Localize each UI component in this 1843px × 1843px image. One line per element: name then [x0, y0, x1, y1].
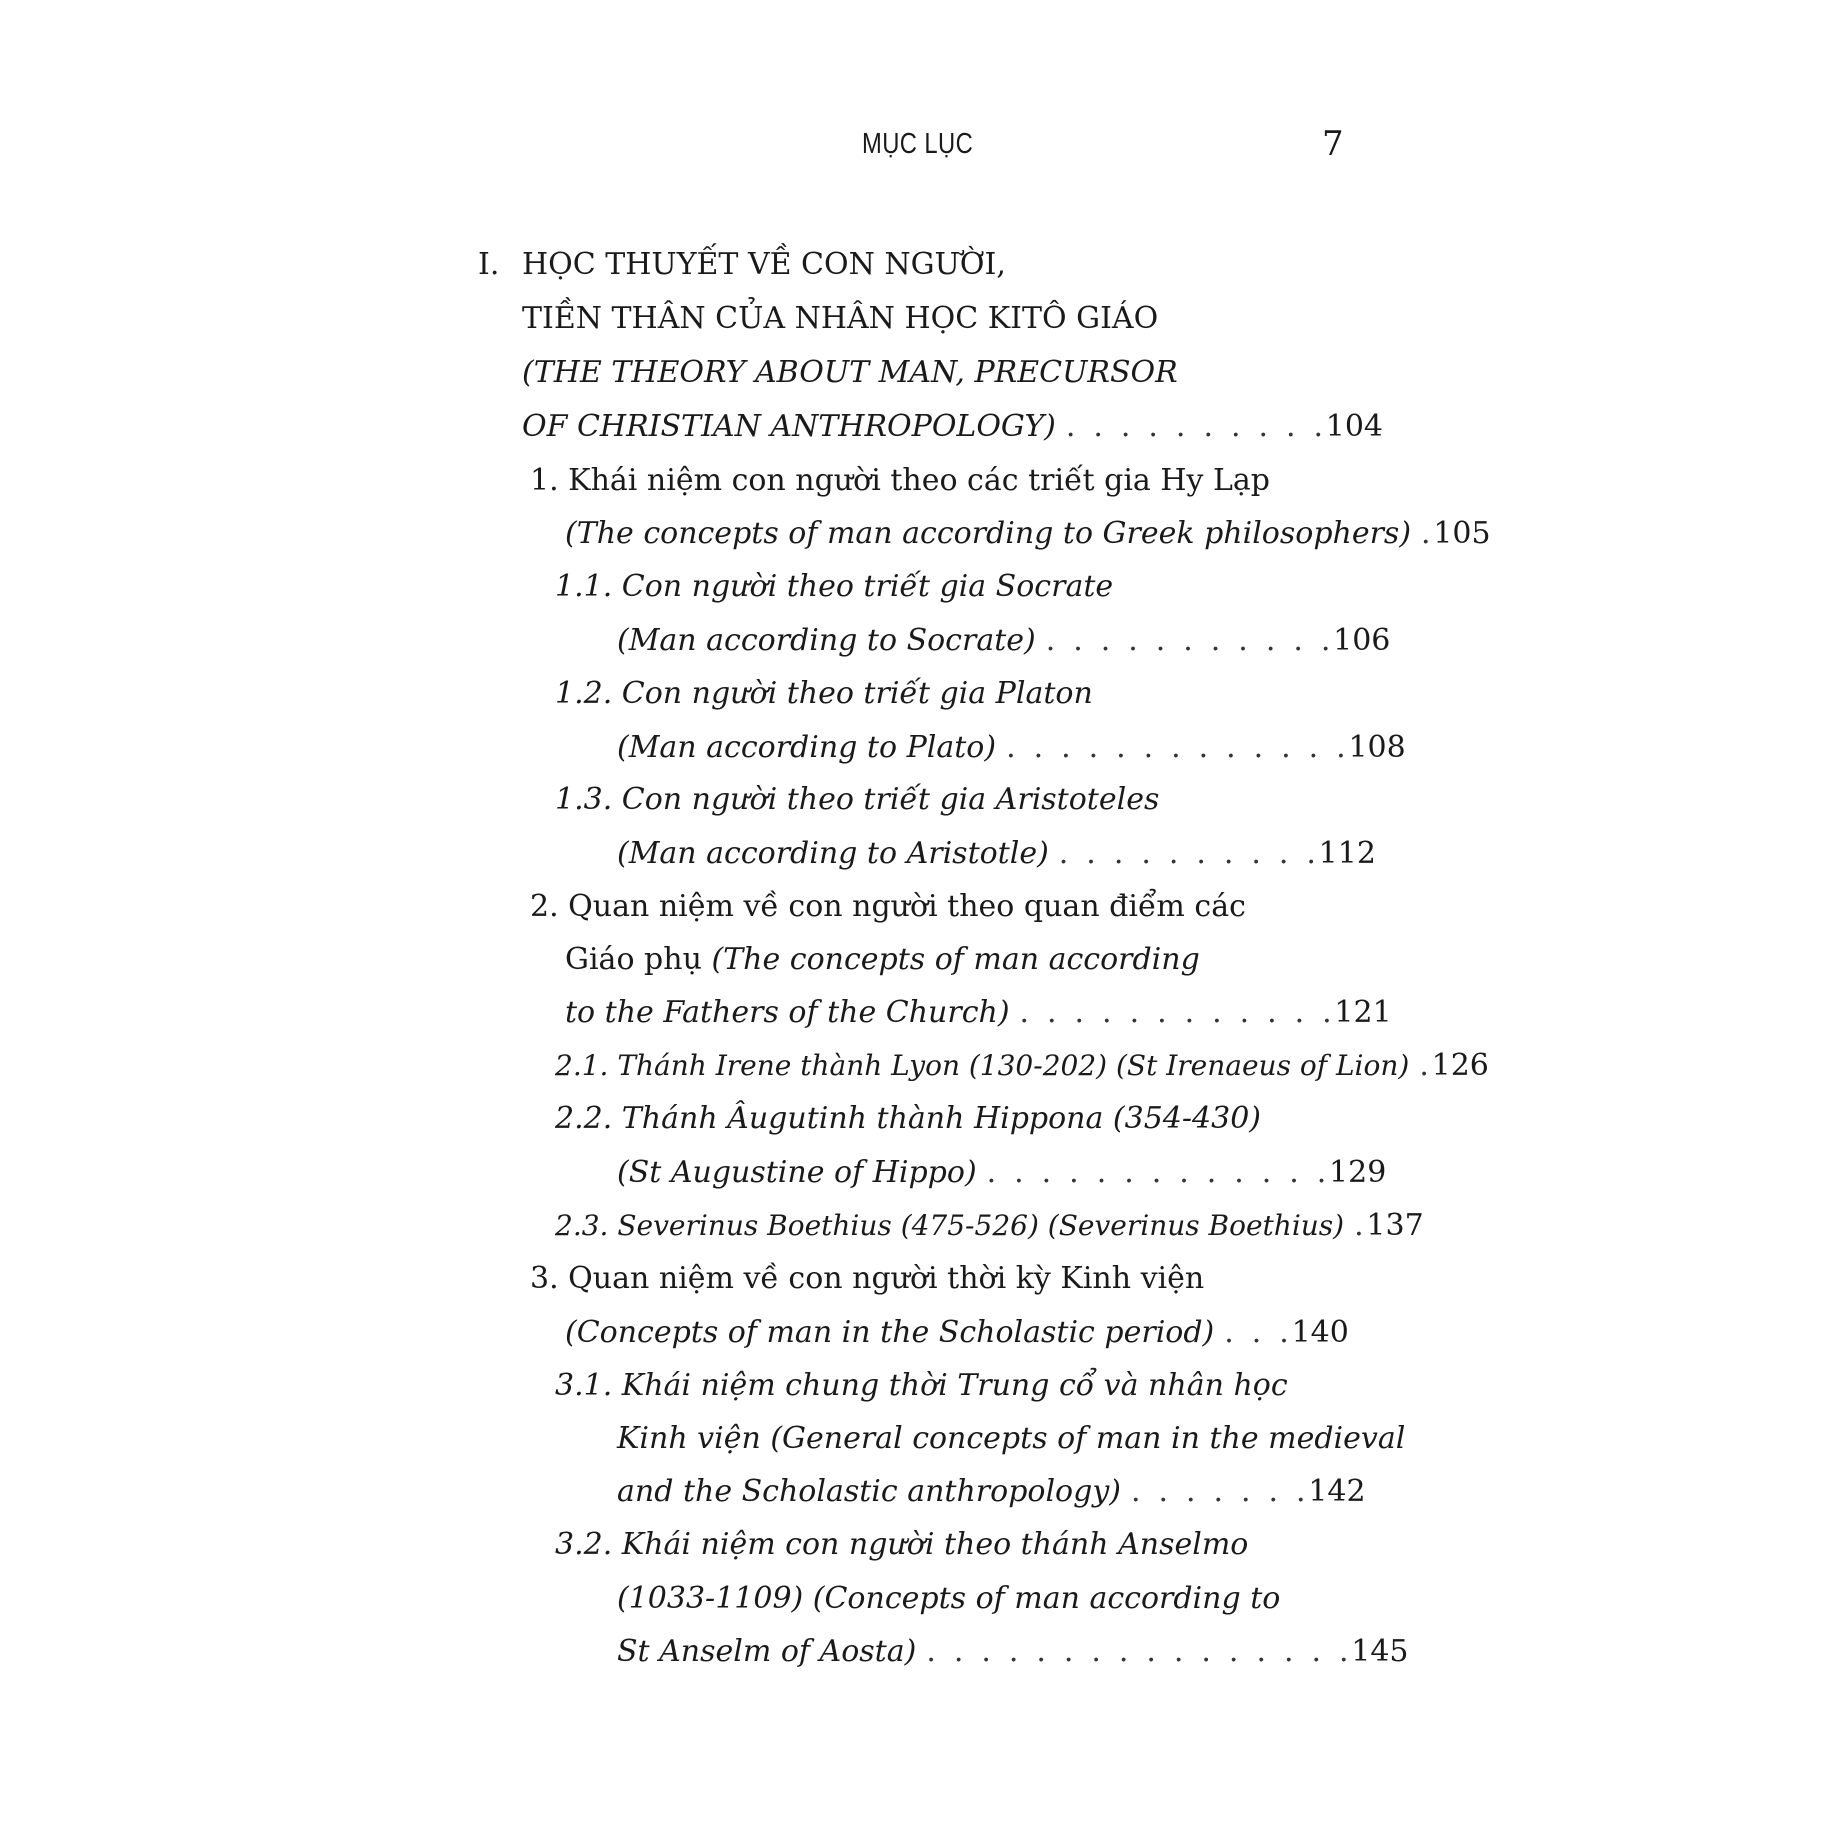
toc-line: [617, 831, 1376, 877]
toc-entry-title: 1.1. Con người theo triết gia Socrate: [555, 569, 1114, 604]
toc-line: [522, 242, 1342, 288]
toc-line: [530, 884, 1342, 930]
toc-page-ref: 145: [1351, 1634, 1409, 1669]
dot-leader: . . . . . . . . . . . . . . . .: [926, 1634, 1349, 1669]
toc-entry-title: 1.3. Con người theo triết gia Aristoteles: [555, 782, 1160, 817]
toc-entry-title-en: (The concepts of man according to Greek philosophers): [565, 516, 1412, 551]
toc-line: [617, 1150, 1387, 1196]
dot-leader: . . . . . . . . . . . . .: [986, 1155, 1327, 1190]
toc-entry-title-en: and the Scholastic anthropology): [617, 1474, 1121, 1509]
toc-line: [565, 990, 1392, 1036]
toc-line: [555, 1522, 1342, 1568]
toc-entry-title: Kinh viện (General concepts of man in the medieval: [617, 1421, 1406, 1456]
toc-page-ref: 112: [1318, 836, 1376, 871]
toc-entry-title-en: (Concepts of man in the Scholastic period): [565, 1315, 1215, 1350]
toc-entry-title-en: (Man according to Socrate): [617, 623, 1036, 658]
toc-line: [555, 671, 1342, 717]
dot-leader: . . . . . . . . . .: [1058, 836, 1316, 871]
toc-page-ref: 121: [1334, 995, 1392, 1030]
toc-entry-title: 3.2. Khái niệm con người theo thánh Anselmo: [555, 1527, 1249, 1562]
toc-page-ref: 137: [1366, 1208, 1424, 1243]
toc-entry-title: 2.2. Thánh Âugutinh thành Hippona (354-430): [555, 1101, 1261, 1136]
toc-entry-title-en: (Man according to Plato): [617, 730, 997, 765]
toc-line: [555, 1203, 1424, 1249]
dot-leader: . . . . . . . . . . . . .: [1006, 730, 1346, 765]
toc-entry-title-en: (The concepts of man according: [711, 942, 1200, 977]
dot-leader: . . . . . . .: [1130, 1474, 1306, 1509]
toc-entry-title: 1.2. Con người theo triết gia Platon: [555, 676, 1093, 711]
toc-line: [555, 1096, 1342, 1142]
section-title-en: (THE THEORY ABOUT MAN, PRECURSOR: [522, 355, 1178, 390]
toc-page-ref: 104: [1325, 409, 1384, 444]
toc-entry-title-en: St Anselm of Aosta): [617, 1634, 917, 1669]
toc-entry-title: 1. Khái niệm con người theo các triết gia Hy Lạp: [530, 463, 1270, 498]
toc-page-ref: 106: [1333, 623, 1391, 658]
toc-line: [555, 1043, 1489, 1089]
toc-line: [555, 564, 1342, 610]
toc-line: [555, 777, 1342, 823]
dot-leader: . . . . . . . . . . . .: [1019, 995, 1332, 1030]
toc-line: [522, 350, 1342, 396]
dot-leader: . . . . . . . . . .: [1065, 409, 1324, 444]
toc-page-ref: 129: [1329, 1155, 1387, 1190]
toc-line: [522, 296, 1342, 342]
toc-entry-title: Giáo phụ: [565, 942, 702, 977]
dot-leader: .: [1419, 1048, 1429, 1083]
toc-page-ref: 142: [1308, 1474, 1366, 1509]
toc-entry-title: 3.1. Khái niệm chung thời Trung cổ và nhân học: [555, 1368, 1288, 1403]
toc-entry-title-en: (St Augustine of Hippo): [617, 1155, 977, 1190]
dot-leader: . . .: [1224, 1315, 1289, 1350]
toc-entry-title: 3. Quan niệm về con người thời kỳ Kinh viện: [530, 1261, 1205, 1296]
dot-leader: . . . . . . . . . . .: [1045, 623, 1331, 658]
section-numeral: I.: [478, 247, 500, 282]
dot-leader: .: [1354, 1208, 1364, 1243]
toc-line: [530, 458, 1342, 504]
toc-line: [565, 1310, 1349, 1356]
toc-line: [617, 1576, 1342, 1622]
toc-page-ref: 126: [1431, 1048, 1489, 1083]
section-title-en: OF CHRISTIAN ANTHROPOLOGY): [522, 409, 1056, 444]
toc-line: [617, 618, 1391, 664]
toc-line: [530, 1256, 1342, 1302]
toc-line: [565, 937, 1342, 983]
page-number: 7: [1322, 124, 1344, 164]
toc-line: [617, 1629, 1409, 1675]
dot-leader: .: [1421, 516, 1431, 551]
toc-line: [555, 1363, 1342, 1409]
toc-page-ref: 105: [1433, 516, 1491, 551]
toc-page-ref: 108: [1348, 730, 1406, 765]
toc-line: [617, 725, 1406, 771]
toc-page-ref: 140: [1291, 1315, 1349, 1350]
toc-entry-title-en: to the Fathers of the Church): [565, 995, 1010, 1030]
toc-line: [617, 1469, 1366, 1515]
running-head: MỤC LỤC: [862, 128, 974, 160]
section-title: TIỀN THÂN CỦA NHÂN HỌC KITÔ GIÁO: [522, 301, 1159, 336]
toc-entry-title: 2.3. Severinus Boethius (475-526) (Severinus Boethius): [555, 1209, 1345, 1242]
toc-line: [617, 1416, 1406, 1462]
toc-entry-title-en: (Man according to Aristotle): [617, 836, 1049, 871]
toc-entry-title: 2. Quan niệm về con người theo quan điểm các: [530, 889, 1246, 924]
toc-entry-title: (1033-1109) (Concepts of man according to: [617, 1581, 1281, 1616]
toc-line: [522, 404, 1384, 450]
section-title: HỌC THUYẾT VỀ CON NGƯỜI,: [522, 247, 1006, 282]
toc-entry-title: 2.1. Thánh Irene thành Lyon (130-202) (St Irenaeus of Lion): [555, 1049, 1410, 1082]
toc-line: [565, 511, 1491, 557]
